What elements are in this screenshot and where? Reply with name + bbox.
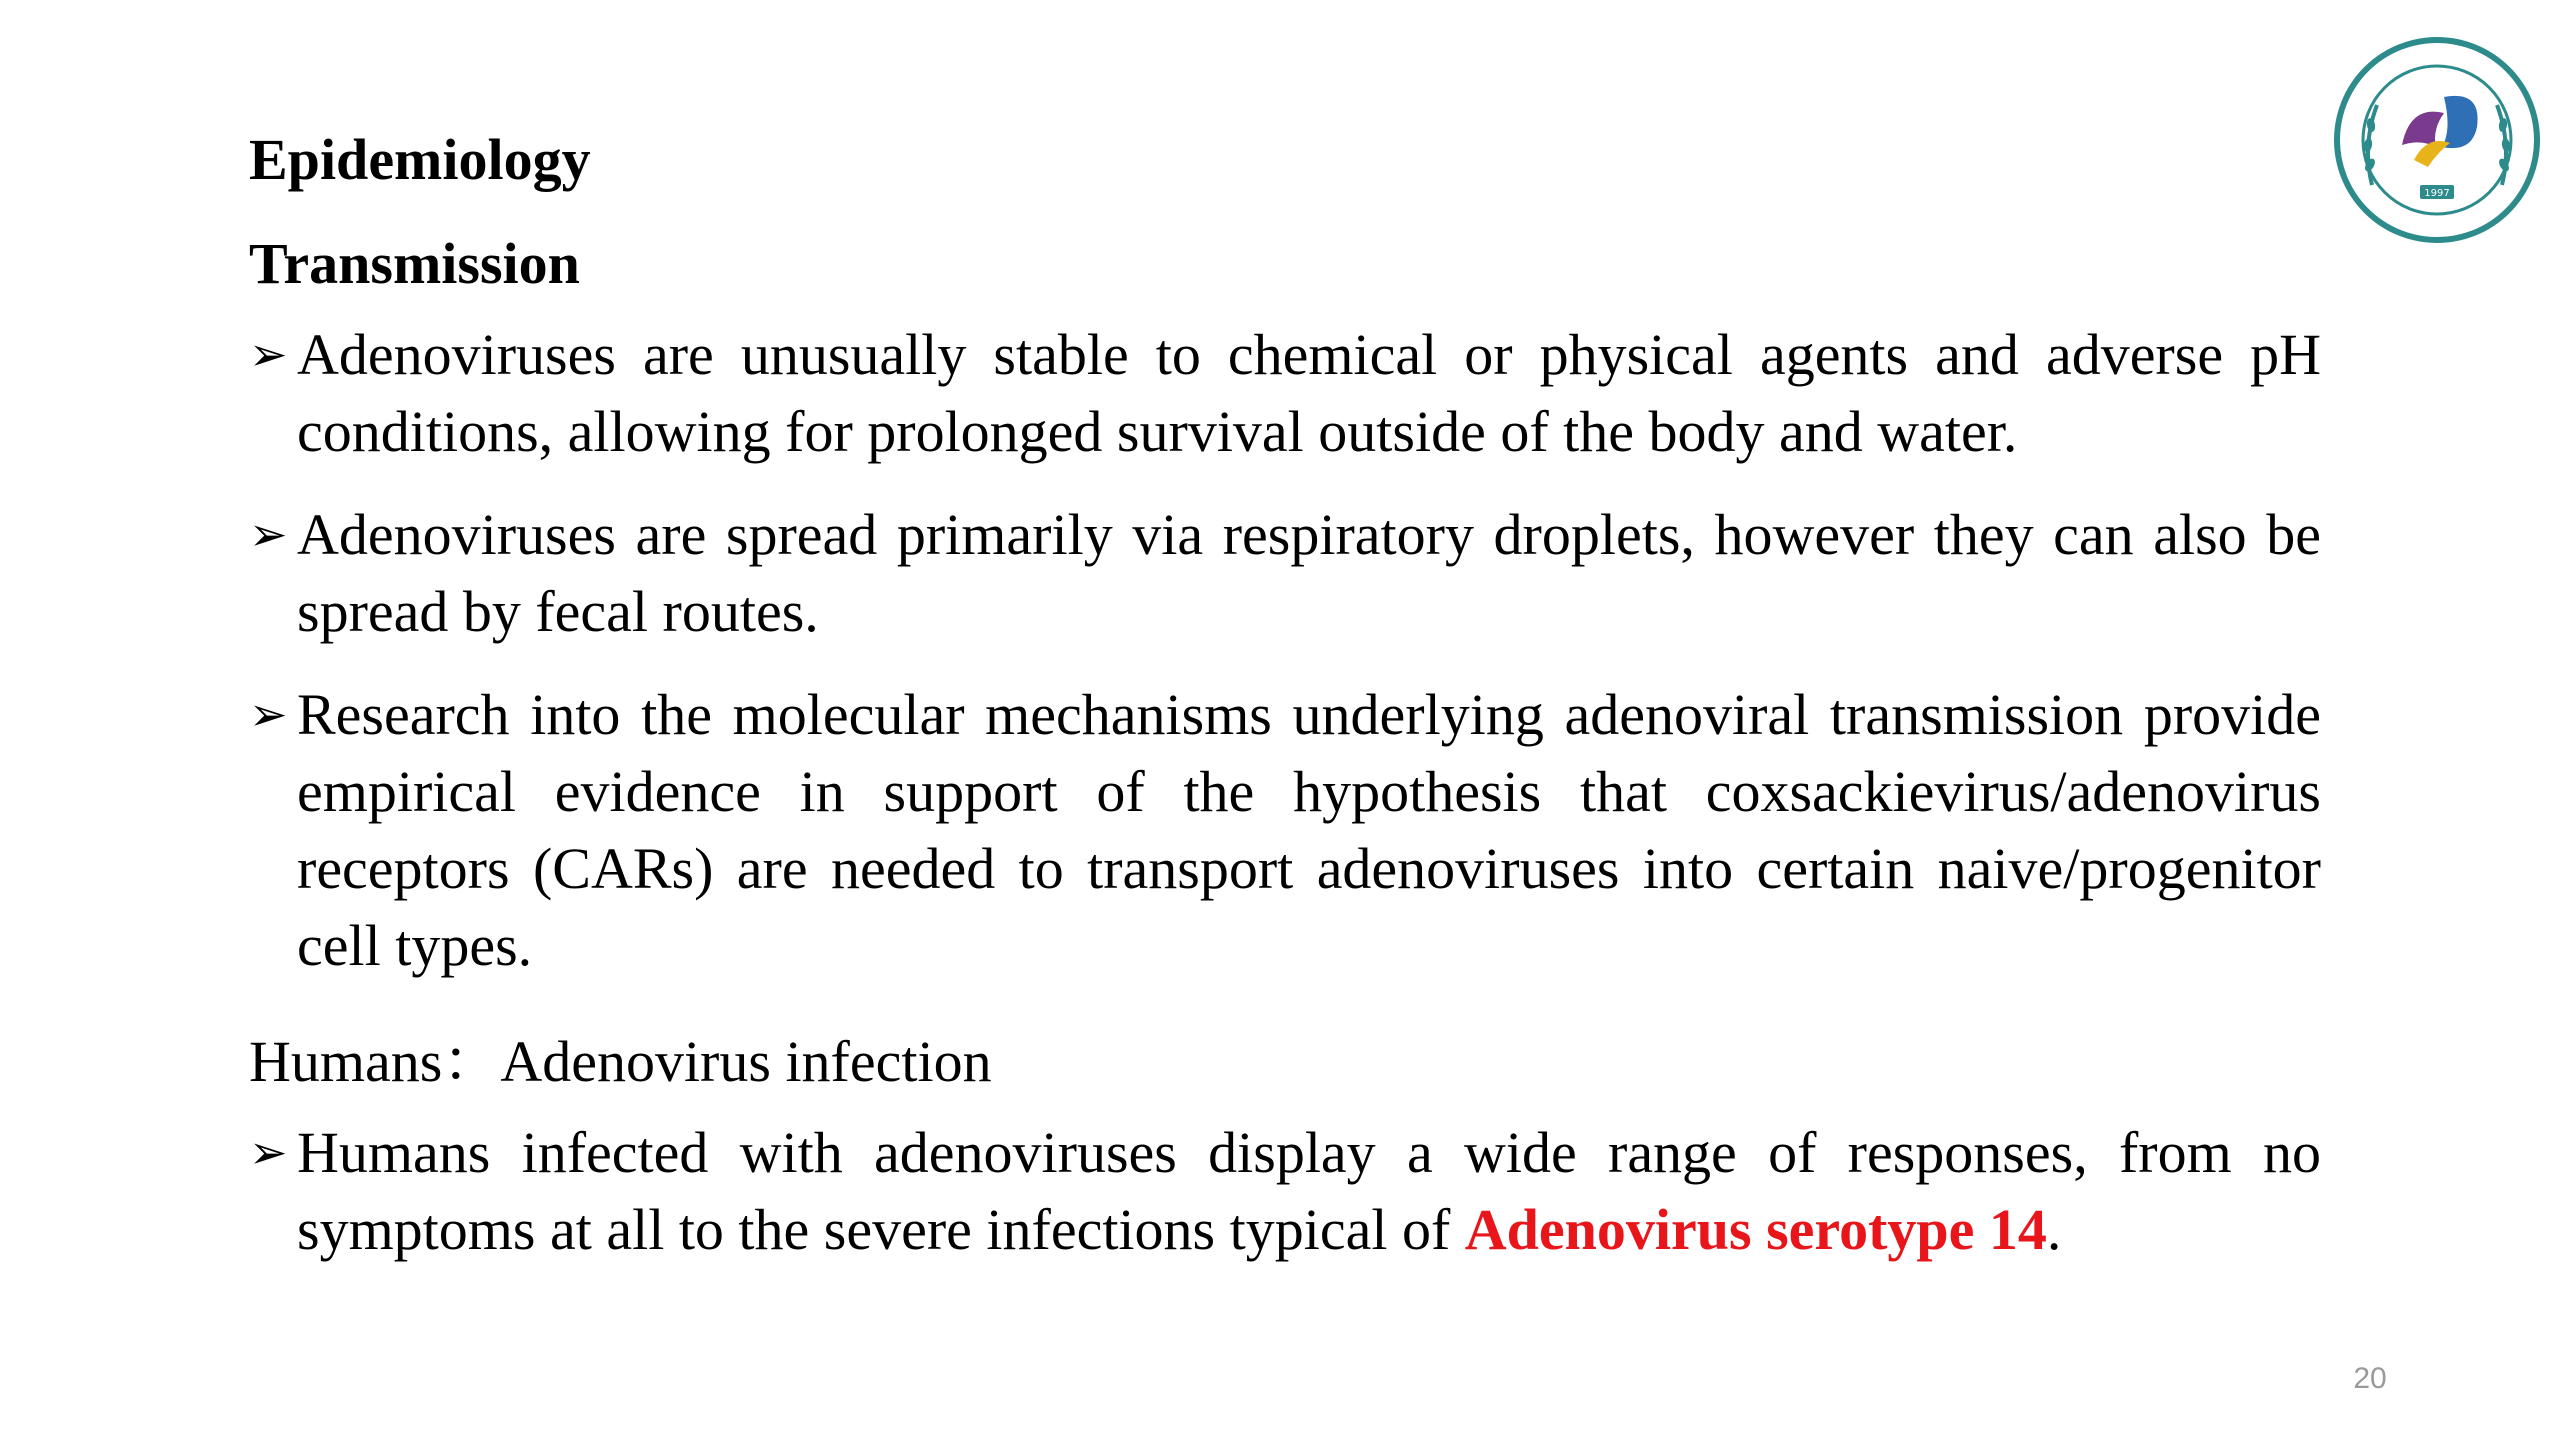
section-humans: Humans：Adenovirus infection	[249, 1029, 992, 1094]
bullet-text: Adenoviruses are spread primarily via respiratory droplets, however they can also be spread by fecal routes.	[297, 502, 2321, 644]
arrow-bullet-icon: ➢	[249, 687, 288, 741]
bullet-text	[297, 1114, 2321, 1268]
bullet-humans	[249, 1114, 2321, 1268]
bullet-stability	[249, 316, 2321, 470]
bullet-text-before: Humans infected with adenoviruses display a wide range of responses, from no symptoms at all to the severe infections typical of	[297, 1120, 2321, 1262]
bullet-text: Research into the molecular mechanisms underlying adenoviral transmission provide empirical evidence in support of the hypothesis that coxsackievirus/adenovirus receptors (CARs) are needed to transport adenoviruses into certain naive/progenitor cell types.	[297, 682, 2321, 978]
arrow-bullet-icon: ➢	[249, 507, 288, 561]
arrow-bullet-icon: ➢	[249, 1125, 288, 1179]
title-epidemiology: Epidemiology	[249, 127, 591, 192]
page-number: 20	[2353, 1362, 2387, 1395]
subtitle-transmission: Transmission	[249, 231, 580, 296]
bullet-research	[249, 676, 2321, 984]
highlight-serotype: Adenovirus serotype 14	[1464, 1197, 2047, 1262]
slide-content	[249, 108, 2321, 1294]
arrow-bullet-icon: ➢	[249, 327, 288, 381]
bullet-text: Adenoviruses are unusually stable to chemical or physical agents and adverse pH conditions, allowing for prolonged survival outside of the body and water.	[297, 322, 2321, 464]
hospital-seal-logo	[2332, 35, 2542, 245]
bullet-text-after: .	[2046, 1197, 2062, 1262]
logo-year: 1997	[2424, 188, 2450, 199]
bullet-spread	[249, 496, 2321, 650]
